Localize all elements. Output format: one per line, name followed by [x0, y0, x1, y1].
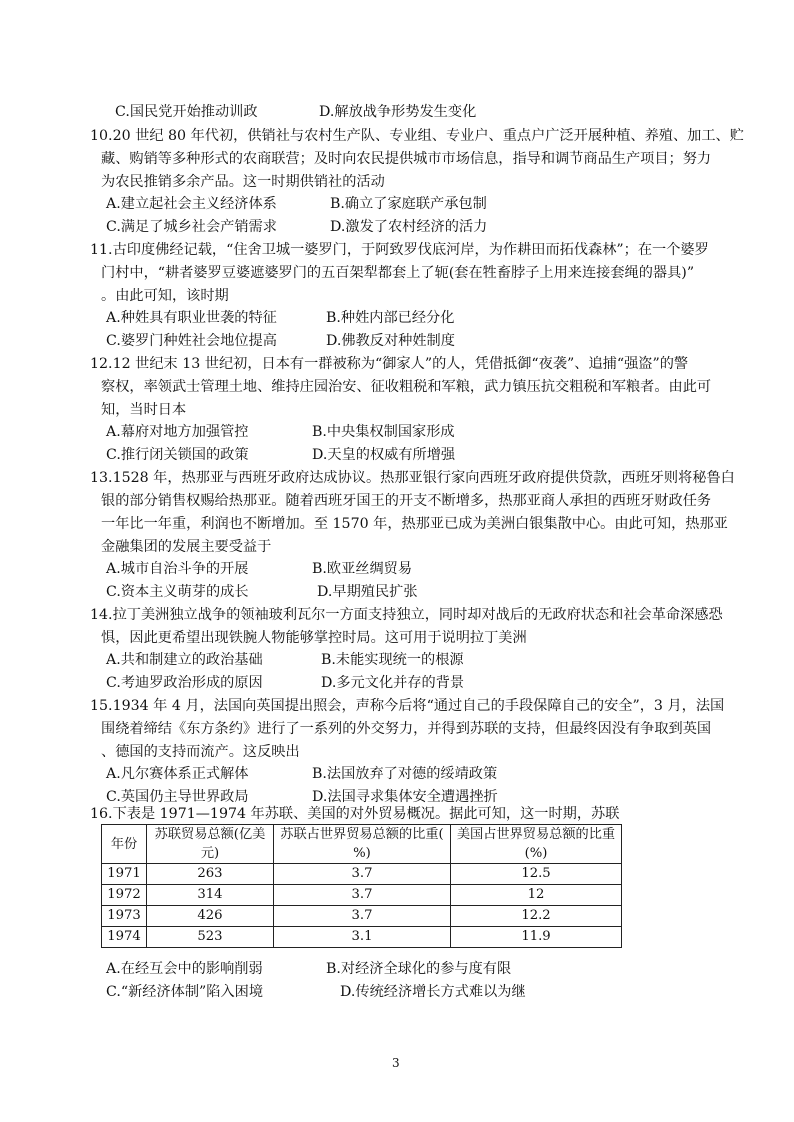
q15-option-b: B.法国放弃了对德的绥靖政策	[312, 766, 498, 782]
q11-option-d: D.佛教反对种姓制度	[326, 333, 455, 349]
table-row	[102, 927, 622, 948]
table-cell: 1972	[102, 885, 147, 906]
header-ussr-trade-total: 苏联贸易总额(亿美 元)	[147, 825, 274, 864]
header-us-world-share: 美国占世界贸易总额的比重 (%)	[451, 825, 622, 864]
table-header-row	[102, 825, 622, 864]
q9-option-d: D.解放战争形势发生变化	[319, 104, 477, 120]
table-cell: 11.9	[451, 927, 622, 948]
table-cell: 3.7	[274, 864, 451, 885]
q14-stem-line-1: 14.拉丁美洲独立战争的领袖玻利瓦尔一方面支持独立，同时却对战后的无政府状态和社会革命深感恐	[90, 607, 723, 623]
q13-option-b: B.欧亚丝绸贸易	[312, 561, 413, 577]
q13-option-c: C.资本主义萌芽的成长	[106, 584, 249, 600]
q10-stem-line-2: 藏、购销等多种形式的农商联营；及时向农民提供城市市场信息，指导和调节商品生产项目；努力	[101, 151, 712, 167]
q15-option-a: A.凡尔赛体系正式解体	[106, 766, 249, 782]
table-cell: 426	[147, 906, 274, 927]
q13-stem-line-4: 金融集团的发展主要受益于	[101, 539, 272, 555]
q11-stem-line-3: 。由此可知，该时期	[101, 288, 229, 304]
trade-table	[101, 824, 622, 948]
table-cell: 12.5	[451, 864, 622, 885]
q12-stem-line-1: 12.12 世纪末 13 世纪初，日本有一群被称为“御家人”的人，凭借抵御“夜袭”、追捕“强盗”的警	[90, 356, 689, 372]
q15-option-d: D.法国寻求集体安全遭遇挫折	[312, 789, 498, 805]
header-ussr-world-share: 苏联占世界贸易总额的比重( %)	[274, 825, 451, 864]
table-cell: 3.7	[274, 906, 451, 927]
table-cell: 12	[451, 885, 622, 906]
q10-stem-line-1: 10.20 世纪 80 年代初，供销社与农村生产队、专业组、专业户、重点户广泛开展种植、养殖、加工、贮	[90, 128, 744, 144]
table-cell: 3.1	[274, 927, 451, 948]
table-cell: 1973	[102, 906, 147, 927]
q11-stem-line-1: 11.古印度佛经记载，“住舍卫城一婆罗门，于阿致罗伐底河岸，为作耕田而拓伐森林”；在一个婆罗	[90, 242, 709, 258]
q15-stem-line-1: 15.1934 年 4 月，法国向英国提出照会，声称今后将“通过自己的手段保障自己的安全”，3 月，法国	[90, 698, 725, 714]
q10-stem-line-3: 为农民推销多余产品。这一时期供销社的活动	[101, 174, 385, 190]
q16-stem-line-1: 16.下表是 1971—1974 年苏联、美国的对外贸易概况。据此可知，这一时期，苏联	[90, 806, 620, 822]
q10-option-b: B.确立了家庭联产承包制	[330, 196, 487, 212]
table-row	[102, 864, 622, 885]
q13-option-a: A.城市自治斗争的开展	[106, 561, 249, 577]
q10-option-d: D.激发了农村经济的活力	[330, 219, 488, 235]
q11-option-c: C.婆罗门种姓社会地位提高	[106, 333, 277, 349]
q14-option-c: C.考迪罗政治形成的原因	[106, 675, 263, 691]
page-number: 3	[392, 1056, 400, 1070]
table-cell: 1971	[102, 864, 147, 885]
q14-option-a: A.共和制建立的政治基础	[106, 652, 263, 668]
table-row	[102, 885, 622, 906]
q10-option-a: A.建立起社会主义经济体系	[106, 196, 277, 212]
table-cell: 314	[147, 885, 274, 906]
q9-option-c: C.国民党开始推动训政	[115, 104, 258, 120]
q12-stem-line-3: 知，当时日本	[101, 402, 187, 418]
q11-stem-line-2: 门村中，“耕者婆罗豆婆遮婆罗门的五百架犁都套上了轭(套在牲畜脖子上用来连接套绳的器具)”	[101, 265, 695, 281]
table-cell: 263	[147, 864, 274, 885]
q14-option-b: B.未能实现统一的根源	[321, 652, 464, 668]
q16-option-d: D.传统经济增长方式难以为继	[340, 984, 526, 1000]
q13-option-d: D.早期殖民扩张	[317, 584, 418, 600]
q14-stem-line-2: 惧，因此更希望出现铁腕人物能够掌控时局。这可用于说明拉丁美洲	[101, 630, 527, 646]
header-year: 年份	[102, 825, 147, 864]
table-cell: 1974	[102, 927, 147, 948]
q13-stem-line-1: 13.1528 年，热那亚与西班牙政府达成协议。热那亚银行家向西班牙政府提供贷款，西班牙则将秘鲁白	[90, 470, 735, 486]
q16-option-b: B.对经济全球化的参与度有限	[326, 961, 512, 977]
q14-option-d: D.多元文化并存的背景	[321, 675, 465, 691]
q16-option-a: A.在经互会中的影响削弱	[106, 961, 263, 977]
q13-stem-line-2: 银的部分销售权赐给热那亚。随着西班牙国王的开支不断增多，热那亚商人承担的西班牙财政任务	[101, 493, 712, 509]
q12-option-d: D.天皇的权威有所增强	[312, 447, 456, 463]
q12-option-b: B.中央集权制国家形成	[312, 424, 455, 440]
q15-stem-line-2: 围绕着缔结《东方条约》进行了一系列的外交努力，并得到苏联的支持，但最终因没有争取到英国	[101, 721, 712, 737]
q12-option-a: A.幕府对地方加强管控	[106, 424, 249, 440]
q15-option-c: C.英国仍主导世界政局	[106, 789, 249, 805]
table-cell: 523	[147, 927, 274, 948]
q15-stem-line-3: 、德国的支持而流产。这反映出	[101, 744, 300, 760]
q11-option-a: A.种姓具有职业世袭的特征	[106, 310, 277, 326]
q12-stem-line-2: 察权，率领武士管理土地、维持庄园治安、征收粗税和军粮，武力镇压抗交粗税和军粮者。由此可	[101, 379, 712, 395]
q10-option-c: C.满足了城乡社会产销需求	[106, 219, 277, 235]
q12-option-c: C.推行闭关锁国的政策	[106, 447, 249, 463]
q16-option-c: C.“新经济体制”陷入困境	[106, 984, 264, 1000]
table-cell: 12.2	[451, 906, 622, 927]
table-row	[102, 906, 622, 927]
q13-stem-line-3: 一年比一年重，利润也不断增加。至 1570 年，热那亚已成为美洲白银集散中心。由此可知，热那亚	[101, 516, 728, 532]
table-cell: 3.7	[274, 885, 451, 906]
q11-option-b: B.种姓内部已经分化	[326, 310, 455, 326]
